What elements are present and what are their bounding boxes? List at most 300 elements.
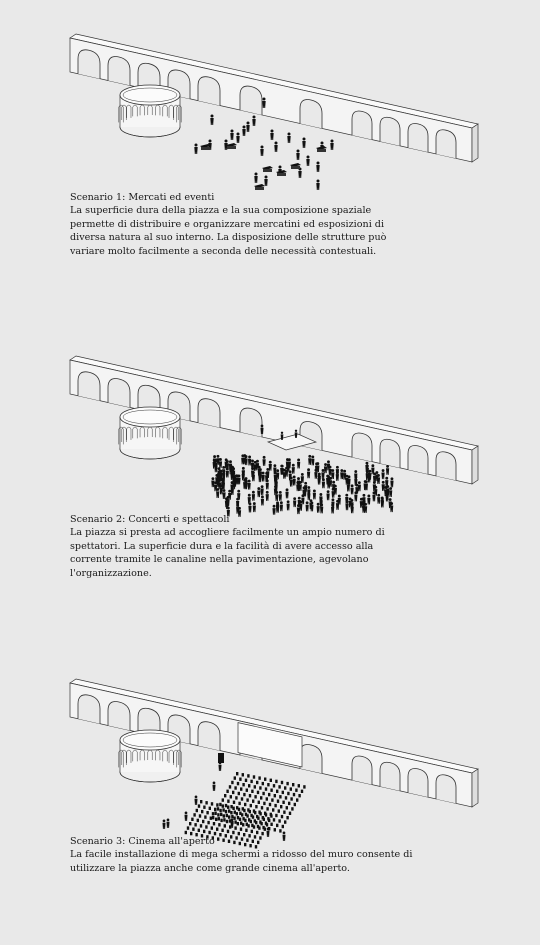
- seated-spectator: [263, 802, 265, 805]
- person-figure: [248, 494, 251, 497]
- person-figure: [275, 142, 278, 145]
- person-figure: [332, 491, 335, 498]
- person-figure: [236, 504, 239, 507]
- seated-spectator: [201, 810, 203, 813]
- seated-spectator: [192, 828, 194, 831]
- person-figure: [274, 485, 277, 488]
- seated-spectator: [239, 778, 241, 781]
- person-figure: [351, 484, 354, 487]
- person-figure: [338, 495, 341, 498]
- wall-arch: [108, 702, 130, 731]
- person-figure: [327, 478, 330, 481]
- seated-spectator: [212, 816, 214, 819]
- seated-spectator: [225, 804, 227, 807]
- seated-spectator: [273, 818, 275, 821]
- person-figure: [251, 459, 254, 462]
- seated-spectator: [200, 824, 202, 827]
- seated-spectator: [208, 831, 210, 834]
- person-figure: [311, 459, 314, 466]
- person-figure: [254, 461, 257, 464]
- person-figure: [308, 458, 311, 465]
- person-figure: [225, 140, 228, 143]
- person-figure: [267, 828, 270, 831]
- scenario-1: [0, 0, 540, 300]
- wall-arch: [78, 50, 100, 79]
- person-figure: [244, 458, 247, 465]
- person-figure: [232, 467, 235, 470]
- person-figure: [322, 482, 325, 489]
- seated-spectator: [198, 804, 200, 807]
- seated-spectator: [187, 826, 189, 829]
- seated-spectator: [241, 813, 243, 816]
- seated-spectator: [282, 801, 284, 804]
- person-figure: [238, 474, 241, 477]
- person-figure: [270, 133, 273, 140]
- seated-spectator: [230, 795, 232, 798]
- person-figure: [217, 455, 220, 458]
- seated-spectator: [257, 817, 259, 820]
- seated-spectator: [250, 820, 252, 823]
- person-figure: [302, 141, 305, 148]
- seated-spectator: [296, 798, 298, 801]
- seated-spectator: [247, 824, 249, 827]
- wall-arch: [78, 372, 100, 401]
- person-figure: [373, 491, 376, 494]
- person-figure: [285, 470, 288, 477]
- seated-spectator: [234, 786, 236, 789]
- person-figure: [351, 499, 354, 502]
- seated-spectator: [257, 791, 259, 794]
- person-figure: [301, 498, 304, 505]
- seated-spectator: [246, 814, 248, 817]
- person-figure: [162, 823, 165, 829]
- person-figure: [266, 483, 269, 490]
- person-figure: [231, 485, 234, 488]
- person-figure: [229, 460, 232, 463]
- person-figure: [219, 461, 222, 468]
- seated-spectator: [227, 806, 229, 809]
- person-figure: [211, 115, 214, 118]
- seated-spectator: [223, 814, 225, 817]
- person-figure: [258, 466, 261, 469]
- person-figure: [377, 477, 380, 484]
- seated-spectator: [252, 815, 254, 818]
- seated-spectator: [226, 790, 228, 793]
- seated-spectator: [210, 817, 212, 820]
- market-stall: [317, 149, 326, 152]
- person-figure: [317, 180, 320, 183]
- seated-spectator: [227, 800, 229, 803]
- seated-spectator: [270, 814, 272, 817]
- person-figure: [275, 494, 278, 501]
- person-figure: [306, 159, 309, 166]
- seated-spectator: [254, 785, 256, 788]
- wall-arch: [198, 722, 220, 751]
- seated-spectator: [267, 783, 269, 786]
- person-figure: [288, 458, 291, 461]
- seated-spectator: [278, 785, 280, 788]
- person-figure: [253, 116, 256, 119]
- seated-spectator: [246, 789, 248, 792]
- person-figure: [345, 504, 348, 511]
- person-figure: [386, 465, 389, 468]
- person-figure: [210, 118, 213, 125]
- wall-arch: [240, 86, 262, 115]
- market-stall: [227, 146, 236, 149]
- person-figure: [261, 496, 264, 499]
- seated-spectator: [251, 830, 253, 833]
- person-figure: [296, 153, 299, 160]
- seated-spectator: [226, 820, 228, 823]
- seated-spectator: [191, 818, 193, 821]
- person-figure: [354, 473, 357, 480]
- seated-spectator: [263, 818, 265, 821]
- seated-spectator: [269, 803, 271, 806]
- seated-spectator: [230, 811, 232, 814]
- person-figure: [332, 481, 335, 484]
- scenario-3: [0, 645, 540, 945]
- person-figure: [307, 486, 310, 489]
- person-figure: [248, 506, 251, 513]
- person-figure: [236, 136, 239, 143]
- seated-spectator: [286, 782, 288, 785]
- scenario-3-text: La facile installazione di mega schermi a ridosso del muro consente di utilizzare la piazza anche come grande cinema all'aperto.: [70, 849, 413, 874]
- seated-spectator: [287, 792, 289, 795]
- seated-spectator: [238, 792, 240, 795]
- person-figure: [313, 493, 316, 500]
- seated-spectator: [260, 822, 262, 825]
- seated-spectator: [233, 801, 235, 804]
- person-figure: [389, 498, 392, 501]
- seated-spectator: [274, 828, 276, 831]
- person-figure: [327, 460, 330, 463]
- seated-spectator: [278, 819, 280, 822]
- seated-spectator: [298, 794, 300, 797]
- seated-spectator: [277, 800, 279, 803]
- person-figure: [362, 506, 365, 513]
- seated-spectator: [254, 795, 256, 798]
- person-figure: [194, 147, 197, 154]
- person-figure: [213, 459, 216, 462]
- seated-spectator: [203, 806, 205, 809]
- wall-end: [472, 446, 478, 484]
- person-figure: [298, 497, 301, 500]
- seated-spectator: [203, 830, 205, 833]
- seated-spectator: [242, 783, 244, 786]
- person-figure: [331, 504, 334, 507]
- person-figure: [290, 480, 293, 487]
- seated-spectator: [218, 817, 220, 820]
- person-figure: [307, 156, 310, 159]
- seated-spectator: [243, 793, 245, 796]
- seated-spectator: [253, 775, 255, 778]
- person-figure: [242, 129, 245, 136]
- person-figure: [288, 133, 291, 136]
- scenario-1-caption: [70, 191, 415, 258]
- wall-arch: [436, 130, 456, 159]
- person-figure: [338, 498, 341, 505]
- person-figure: [347, 481, 350, 484]
- person-figure: [269, 461, 272, 464]
- person-figure: [244, 479, 247, 482]
- person-figure: [241, 454, 244, 457]
- wall-arch: [380, 117, 400, 146]
- person-figure: [367, 495, 370, 498]
- person-figure: [324, 463, 327, 466]
- person-figure: [248, 455, 251, 458]
- person-figure: [386, 491, 389, 494]
- person-figure: [252, 491, 255, 494]
- person-figure: [216, 491, 219, 498]
- seated-spectator: [236, 772, 238, 775]
- seated-spectator: [258, 801, 260, 804]
- seated-spectator: [262, 792, 264, 795]
- seated-spectator: [232, 807, 234, 810]
- person-figure: [297, 477, 300, 480]
- seated-spectator: [290, 797, 292, 800]
- person-figure: [273, 505, 276, 508]
- seated-spectator: [295, 789, 297, 792]
- person-figure: [345, 494, 348, 497]
- person-figure: [307, 493, 310, 500]
- person-figure: [195, 796, 198, 799]
- wall-arch: [198, 77, 220, 106]
- person-figure: [216, 458, 219, 465]
- seated-spectator: [194, 823, 196, 826]
- seated-spectator: [266, 807, 268, 810]
- seated-spectator: [243, 809, 245, 812]
- person-figure: [381, 497, 384, 500]
- person-figure: [343, 473, 346, 480]
- person-figure: [354, 491, 357, 494]
- round-pavilion: [119, 407, 181, 459]
- person-figure: [194, 799, 197, 805]
- seated-spectator: [274, 794, 276, 797]
- person-figure: [336, 474, 339, 481]
- seated-spectator: [249, 794, 251, 797]
- seated-spectator: [238, 802, 240, 805]
- seated-spectator: [278, 809, 280, 812]
- seated-spectator: [214, 808, 216, 811]
- person-figure: [377, 494, 380, 497]
- seated-spectator: [205, 825, 207, 828]
- person-figure: [390, 481, 393, 488]
- person-figure: [274, 475, 277, 478]
- seated-spectator: [214, 812, 216, 815]
- seated-spectator: [245, 779, 247, 782]
- seated-spectator: [286, 816, 288, 819]
- seated-spectator: [220, 819, 222, 822]
- person-figure: [316, 165, 319, 172]
- person-figure: [336, 466, 339, 469]
- concert-crowd: [211, 454, 393, 517]
- person-figure: [297, 462, 300, 469]
- seated-spectator: [241, 797, 243, 800]
- seated-spectator: [264, 828, 266, 831]
- person-figure: [327, 476, 330, 479]
- person-figure: [262, 472, 265, 475]
- wall-end: [472, 769, 478, 807]
- seated-spectator: [246, 798, 248, 801]
- person-figure: [248, 480, 251, 483]
- wall-arch: [108, 57, 130, 86]
- seated-spectator: [185, 831, 187, 834]
- wall-arch: [78, 695, 100, 724]
- seated-spectator: [234, 776, 236, 779]
- person-figure: [322, 469, 325, 472]
- seated-spectator: [206, 811, 208, 814]
- person-figure: [185, 812, 188, 815]
- person-figure: [231, 819, 234, 822]
- seated-spectator: [205, 801, 207, 804]
- scenario-1-title: Scenario 1: Mercati ed eventi: [70, 192, 215, 203]
- person-figure: [298, 171, 301, 178]
- seated-spectator: [301, 790, 303, 793]
- projector: [218, 753, 224, 763]
- seated-spectator: [253, 825, 255, 828]
- seated-spectator: [276, 824, 278, 827]
- seated-spectator: [280, 805, 282, 808]
- seated-spectator: [288, 802, 290, 805]
- person-figure: [276, 469, 279, 472]
- seated-spectator: [284, 820, 286, 823]
- person-figure: [263, 456, 266, 459]
- person-figure: [195, 144, 198, 147]
- seated-spectator: [240, 828, 242, 831]
- seated-spectator: [279, 829, 281, 832]
- seated-spectator: [245, 829, 247, 832]
- person-figure: [364, 480, 367, 483]
- seated-spectator: [213, 822, 215, 825]
- seated-spectator: [289, 812, 291, 815]
- person-figure: [261, 146, 264, 149]
- wall-arch: [436, 452, 456, 481]
- person-figure: [260, 149, 263, 156]
- seated-spectator: [231, 781, 233, 784]
- seated-spectator: [255, 821, 257, 824]
- seated-spectator: [303, 785, 305, 788]
- wall-arch: [352, 433, 372, 462]
- person-figure: [255, 173, 258, 176]
- person-figure: [306, 505, 309, 512]
- seated-spectator: [202, 820, 204, 823]
- seated-spectator: [244, 803, 246, 806]
- seated-spectator: [270, 789, 272, 792]
- seated-spectator: [264, 778, 266, 781]
- person-figure: [350, 488, 353, 495]
- scenario-2-caption: [70, 513, 415, 580]
- person-figure: [382, 469, 385, 472]
- person-figure: [366, 473, 369, 480]
- person-figure: [367, 498, 370, 505]
- person-figure: [285, 467, 288, 470]
- seated-spectator: [234, 826, 236, 829]
- person-figure: [235, 474, 238, 477]
- wall-arch: [198, 399, 220, 428]
- person-figure: [384, 486, 387, 489]
- market-stall: [277, 173, 286, 176]
- person-figure: [371, 464, 374, 467]
- person-figure: [254, 464, 257, 471]
- person-figure: [313, 489, 316, 492]
- seated-spectator: [255, 805, 257, 808]
- seated-spectator: [261, 806, 263, 809]
- seated-spectator: [251, 790, 253, 793]
- seated-spectator: [265, 813, 267, 816]
- person-figure: [343, 470, 346, 473]
- person-figure: [212, 785, 215, 791]
- person-figure: [317, 478, 320, 485]
- seated-spectator: [281, 781, 283, 784]
- person-figure: [236, 498, 239, 501]
- person-figure: [163, 820, 166, 823]
- person-figure: [237, 478, 240, 485]
- person-figure: [377, 474, 380, 477]
- person-figure: [316, 465, 319, 472]
- seated-spectator: [266, 797, 268, 800]
- person-figure: [358, 481, 361, 484]
- seated-spectator: [221, 829, 223, 832]
- person-figure: [213, 782, 216, 785]
- person-figure: [348, 475, 351, 478]
- seated-spectator: [234, 820, 236, 823]
- seated-spectator: [256, 781, 258, 784]
- person-figure: [304, 482, 307, 485]
- seated-spectator: [237, 822, 239, 825]
- person-figure: [276, 506, 279, 513]
- person-figure: [219, 470, 222, 473]
- person-figure: [280, 501, 283, 504]
- person-figure: [303, 138, 306, 141]
- seated-spectator: [198, 829, 200, 832]
- person-figure: [319, 493, 322, 496]
- seated-spectator: [268, 819, 270, 822]
- person-figure: [257, 487, 260, 490]
- person-figure: [320, 503, 323, 506]
- seated-spectator: [224, 794, 226, 797]
- seated-spectator: [215, 818, 217, 821]
- seated-spectator: [211, 802, 213, 805]
- person-figure: [280, 465, 283, 468]
- person-figure: [166, 822, 169, 828]
- seated-spectator: [231, 815, 233, 818]
- seated-spectator: [292, 783, 294, 786]
- seated-spectator: [237, 782, 239, 785]
- person-figure: [391, 477, 394, 480]
- person-figure: [261, 475, 264, 482]
- person-figure: [327, 482, 330, 489]
- scenario-3-caption: [70, 835, 415, 875]
- seated-spectator: [225, 810, 227, 813]
- seated-spectator: [265, 787, 267, 790]
- seated-spectator: [228, 815, 230, 818]
- person-figure: [261, 485, 264, 488]
- scenario-3-axonometric-drawing: [0, 645, 540, 945]
- seated-spectator: [238, 808, 240, 811]
- person-figure: [377, 497, 380, 504]
- wall-arch: [300, 100, 322, 129]
- person-figure: [266, 491, 269, 494]
- seated-spectator: [189, 822, 191, 825]
- person-figure: [292, 464, 295, 467]
- person-figure: [219, 762, 222, 765]
- seated-spectator: [250, 804, 252, 807]
- person-figure: [354, 495, 357, 502]
- seated-spectator: [242, 823, 244, 826]
- person-figure: [281, 432, 283, 434]
- person-figure: [223, 489, 226, 492]
- seated-spectator: [227, 830, 229, 833]
